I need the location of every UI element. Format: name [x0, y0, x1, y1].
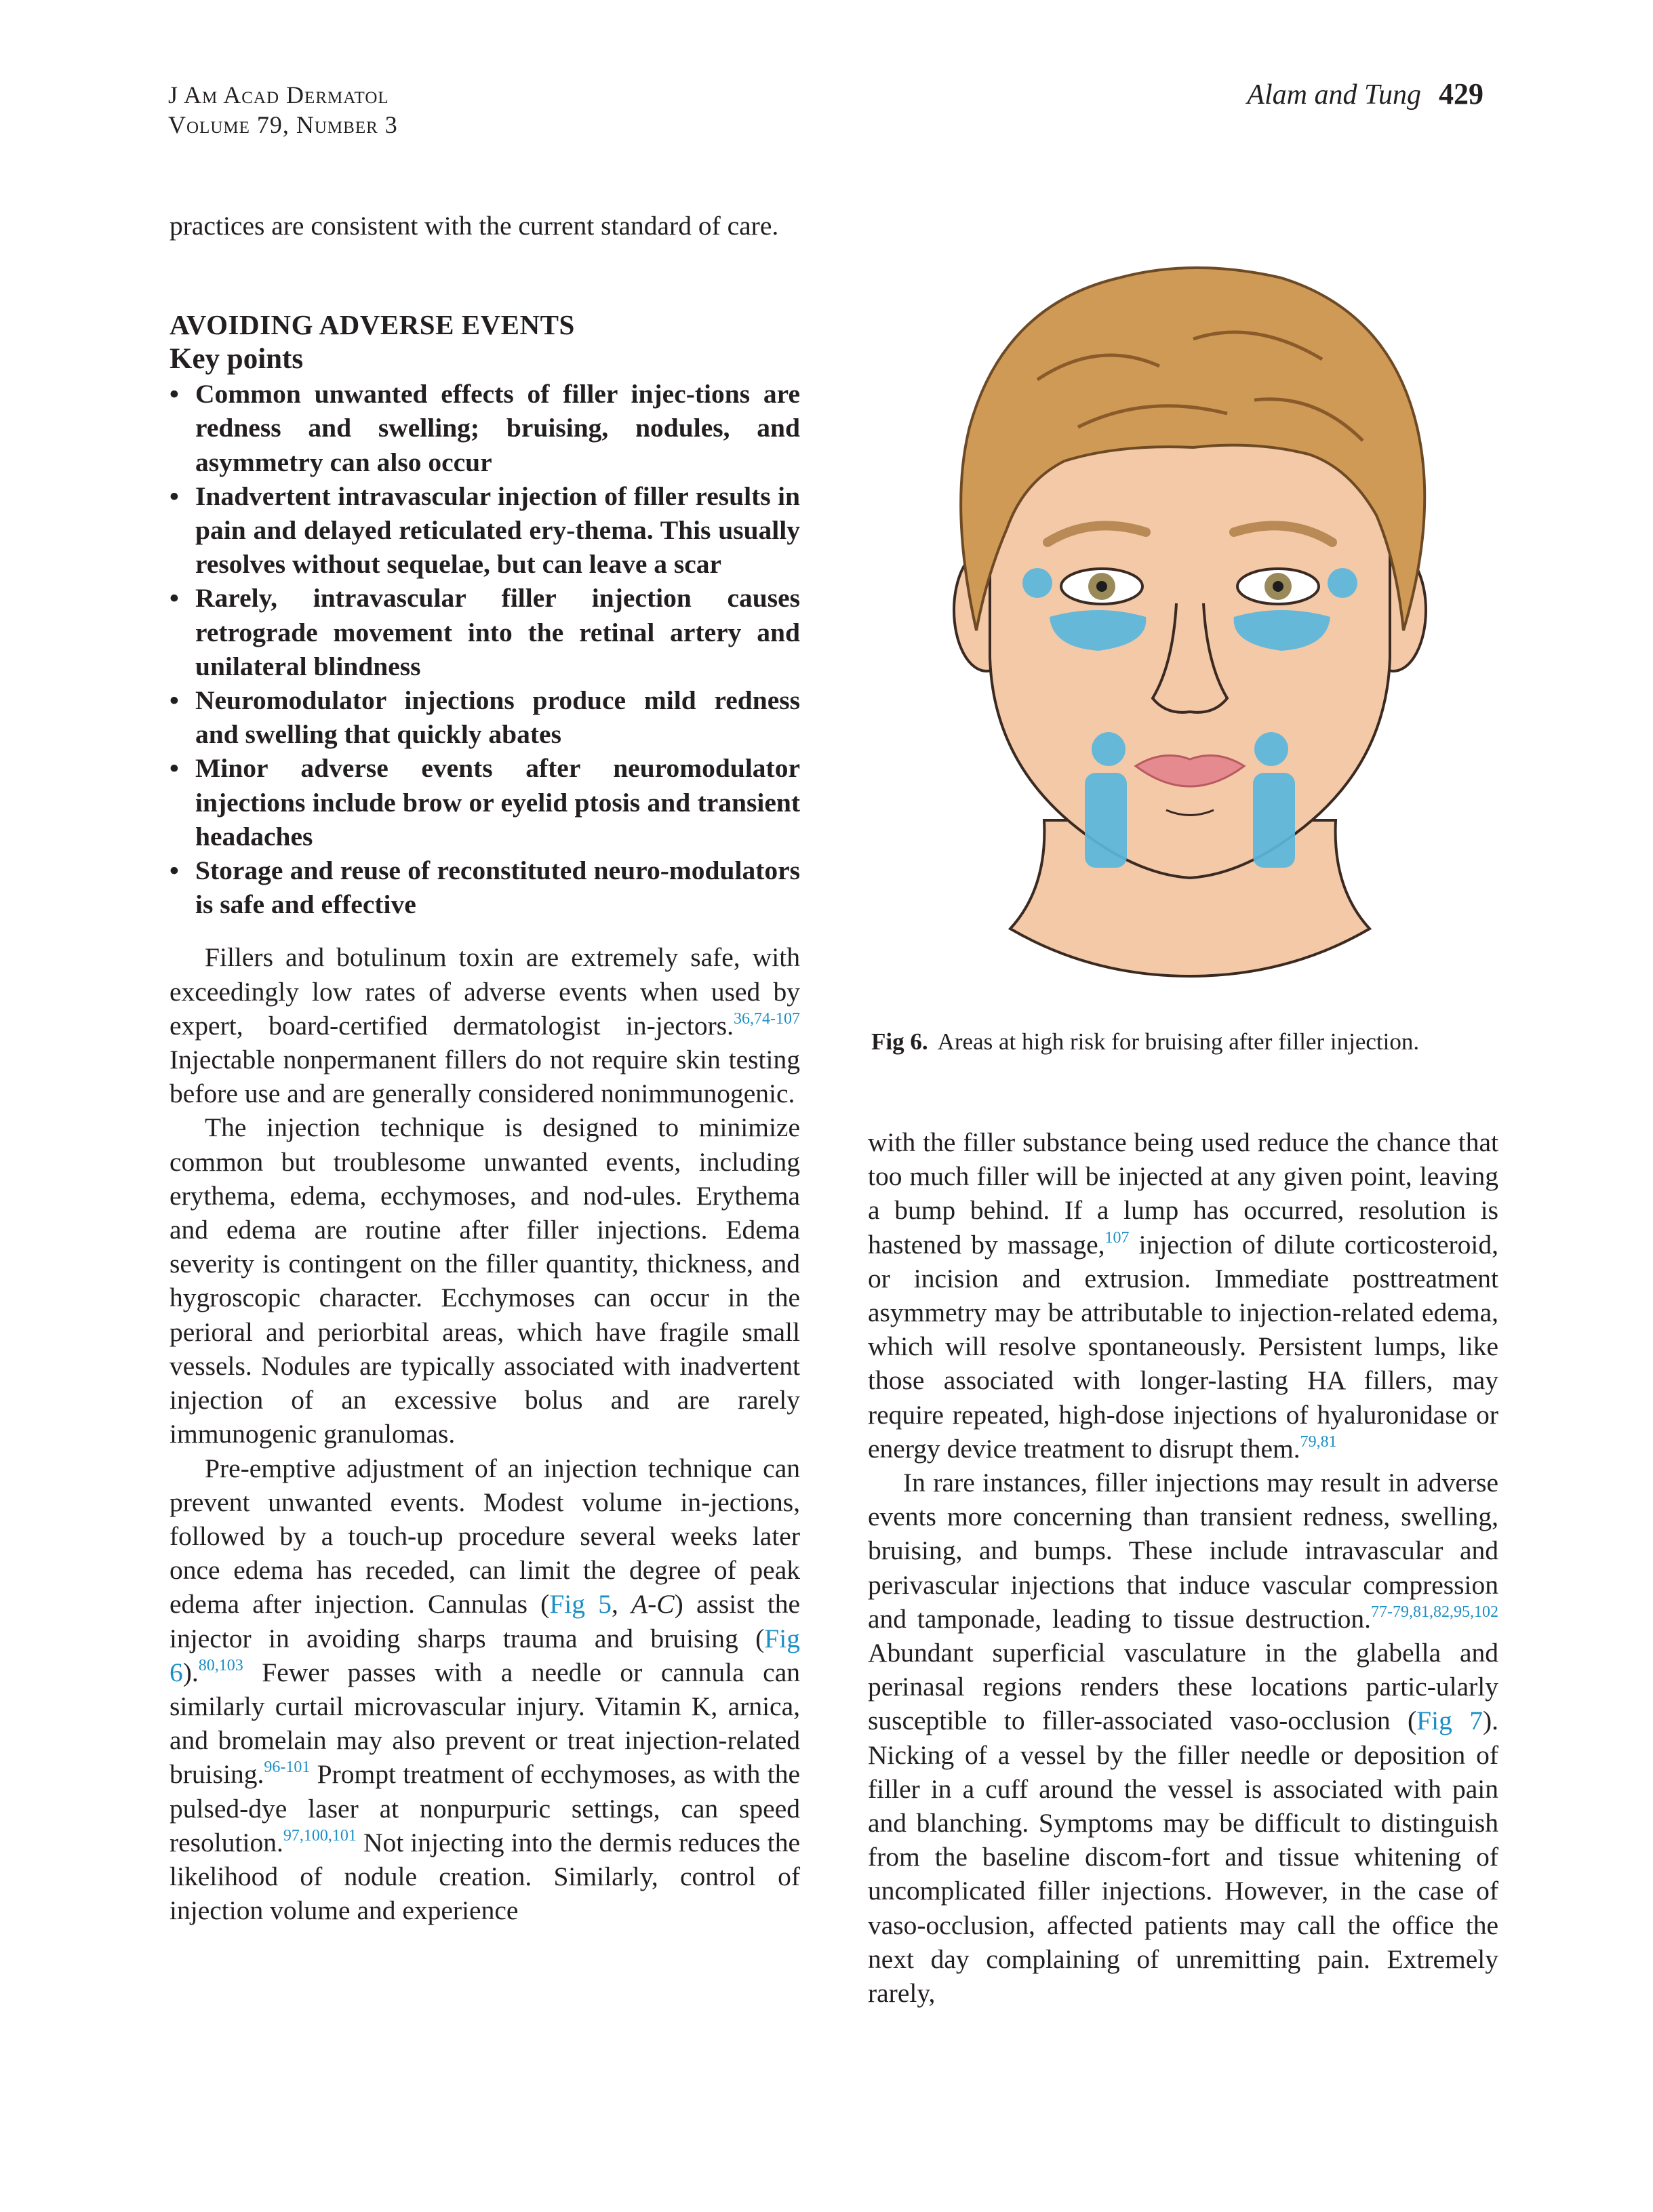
- key-point: [170, 581, 800, 683]
- text-run: Fewer passes with a needle or cannula can similarly curtail microvascular injury. Vitamin K, arnica, and bromelain may also prevent or treat injection-related bruising.: [170, 1657, 800, 1790]
- key-point-text: Inadvertent intravascular injection of filler results in pain and delayed reticulated ery-thema. This usually resolves without sequelae, but can leave a scar: [195, 481, 800, 580]
- body-paragraph: [868, 1466, 1498, 2010]
- figure-6-link[interactable]: Fig 6: [170, 1623, 800, 1687]
- running-header-left: [168, 80, 398, 140]
- key-point-text: Minor adverse events after neuromodulator injections include brow or eyelid ptosis and transient headaches: [195, 753, 800, 851]
- text-run: Fillers and botulinum toxin are extremely safe, with exceedingly low rates of adverse events when used by expert, board-certified dermatologist in-jectors.: [170, 942, 800, 1041]
- key-point-text: Storage and reuse of reconstituted neuro-modulators is safe and effective: [195, 856, 800, 920]
- bullet-icon: •: [170, 856, 179, 886]
- key-point: [170, 683, 800, 751]
- bullet-icon: •: [170, 753, 179, 784]
- body-paragraph: [868, 1125, 1498, 1466]
- text-run: injection of dilute corticosteroid, or incision and extrusion. Immediate posttreatment asymmetry may be attributable to injection-related edema, which will resolve spontaneously. Persistent lumps, like those associated with longer-lasting HA fillers, may require repeated, high-dose injections of hyaluronidase or energy device treatment to disrupt them.: [868, 1229, 1498, 1464]
- key-point: [170, 377, 800, 479]
- body-paragraph: The injection technique is designed to minimize common but troublesome unwanted events, including erythema, edema, ecchymoses, and nod-ules. Erythema and edema are routine after filler injections. Edema severity is contingent on the filler quantity, thickness, and hygroscopic character. Ecchymoses can occur in the perioral and periorbital areas, which have fragile small vessels. Nodules are typically associated with inadvertent injection of an excessive bolus and are rarely immunogenic granulomas.: [170, 1112, 800, 1449]
- text-run: Abundant superficial vasculature in the glabella and perinasal regions renders these locations partic-ularly susceptible to filler-associated vaso-occlusion (: [868, 1638, 1498, 1736]
- text-run: ).: [182, 1657, 199, 1687]
- caption-text: Areas at high risk for bruising after filler injection.: [937, 1028, 1420, 1055]
- right-oral-commissure-marker: [1254, 732, 1288, 766]
- running-authors: Alam and Tung: [1247, 79, 1421, 110]
- body-paragraph: [170, 940, 800, 1110]
- right-column: [868, 1125, 1498, 2010]
- key-point: [170, 853, 800, 921]
- reference-link[interactable]: 97,100,101: [283, 1826, 357, 1845]
- left-column: [170, 209, 800, 1927]
- key-point-text: Rarely, intravascular filler injection causes retrograde movement into the retinal artery and unilateral blindness: [195, 583, 800, 681]
- bullet-icon: •: [170, 481, 179, 511]
- figure-6-illustration: [875, 224, 1505, 983]
- text-run: Prompt treatment of ecchymoses, as with the pulsed-dye laser at nonpurpuric settings, can speed resolution.: [170, 1759, 800, 1857]
- reference-link[interactable]: 96-101: [264, 1758, 311, 1777]
- bullet-icon: •: [170, 685, 179, 716]
- key-point-text: Common unwanted effects of filler injec-tions are redness and swelling; bruising, nodules, and asymmetry can also occur: [195, 379, 800, 477]
- left-oral-commissure-marker: [1092, 732, 1126, 766]
- bullet-icon: •: [170, 379, 179, 409]
- key-point-text: Neuromodulator injections produce mild redness and swelling that quickly abates: [195, 685, 800, 750]
- body-paragraph: [170, 1451, 800, 1928]
- left-lateral-canthus-marker: [1022, 568, 1052, 598]
- reference-link[interactable]: 107: [1104, 1228, 1130, 1247]
- right-lateral-canthus-marker: [1328, 568, 1357, 598]
- reference-link[interactable]: 79,81: [1300, 1432, 1337, 1451]
- page-number: 429: [1439, 77, 1483, 110]
- text-run: Pre-emptive adjustment of an injection technique can prevent unwanted events. Modest volume in-jections, followed by a touch-up procedure several weeks later once edema has receded, can limit the degree of peak edema after injection. Cannulas (: [170, 1453, 800, 1620]
- running-header-right: [1247, 77, 1483, 112]
- reference-link[interactable]: 77-79,81,82,95,102: [1371, 1603, 1498, 1621]
- intro-paragraph: practices are consistent with the current standard of care.: [170, 211, 779, 241]
- face-illustration: [875, 224, 1505, 983]
- journal-name: J Am Acad Dermatol: [168, 81, 389, 108]
- text-run: Injectable nonpermanent fillers do not require skin testing before use and are generally considered nonimmunogenic.: [170, 1045, 800, 1109]
- text-run: Not injecting into the dermis reduces the likelihood of nodule creation. Similarly, control of injection volume and experience: [170, 1827, 800, 1926]
- reference-link[interactable]: 80,103: [198, 1656, 243, 1674]
- journal-volume: Volume 79, Number 3: [168, 111, 398, 138]
- left-marionette-marker: [1085, 773, 1127, 868]
- key-points-heading: Key points: [170, 343, 304, 376]
- reference-link[interactable]: 36,74-107: [734, 1009, 800, 1028]
- text-run: with the filler substance being used reduce the chance that too much filler will be injected at any given point, leaving a bump behind. If a lump has occurred, resolution is hastened by massage,: [868, 1127, 1498, 1260]
- key-point: [170, 751, 800, 853]
- figure-7-link[interactable]: Fig 7: [1416, 1706, 1483, 1736]
- text-run: ). Nicking of a vessel by the filler needle or deposition of filler in a cuff around the vessel is associated with pain and blanching. Symptoms may be difficult to distinguish from the baseline discom-fort and tissue whitening of uncomplicated filler injections. However, in the case of vaso-occlusion, affected patients may call the office the next day complaining of unremitting pain. Extremely rarely,: [868, 1706, 1498, 2009]
- text-run: In rare instances, filler injections may result in adverse events more concerning than transient redness, swelling, bruising, and bumps. These include intravascular and perivascular injections that induce vascular compression and tamponade, leading to tissue destruction.: [868, 1468, 1498, 1634]
- figure-6-caption: [871, 1026, 1522, 1058]
- key-point: [170, 479, 800, 582]
- figure-5-link[interactable]: Fig 5: [549, 1589, 612, 1620]
- text-run: ) assist the injector in avoiding sharps trauma and bruising (: [170, 1589, 800, 1653]
- key-points-list: [170, 377, 800, 921]
- figure-label: Fig 6.: [871, 1028, 928, 1055]
- text-run: ,: [611, 1589, 632, 1620]
- figure-parts-label: A-C: [631, 1589, 675, 1620]
- right-marionette-marker: [1253, 773, 1295, 868]
- bullet-icon: •: [170, 583, 179, 614]
- section-heading: AVOIDING ADVERSE EVENTS: [170, 309, 575, 341]
